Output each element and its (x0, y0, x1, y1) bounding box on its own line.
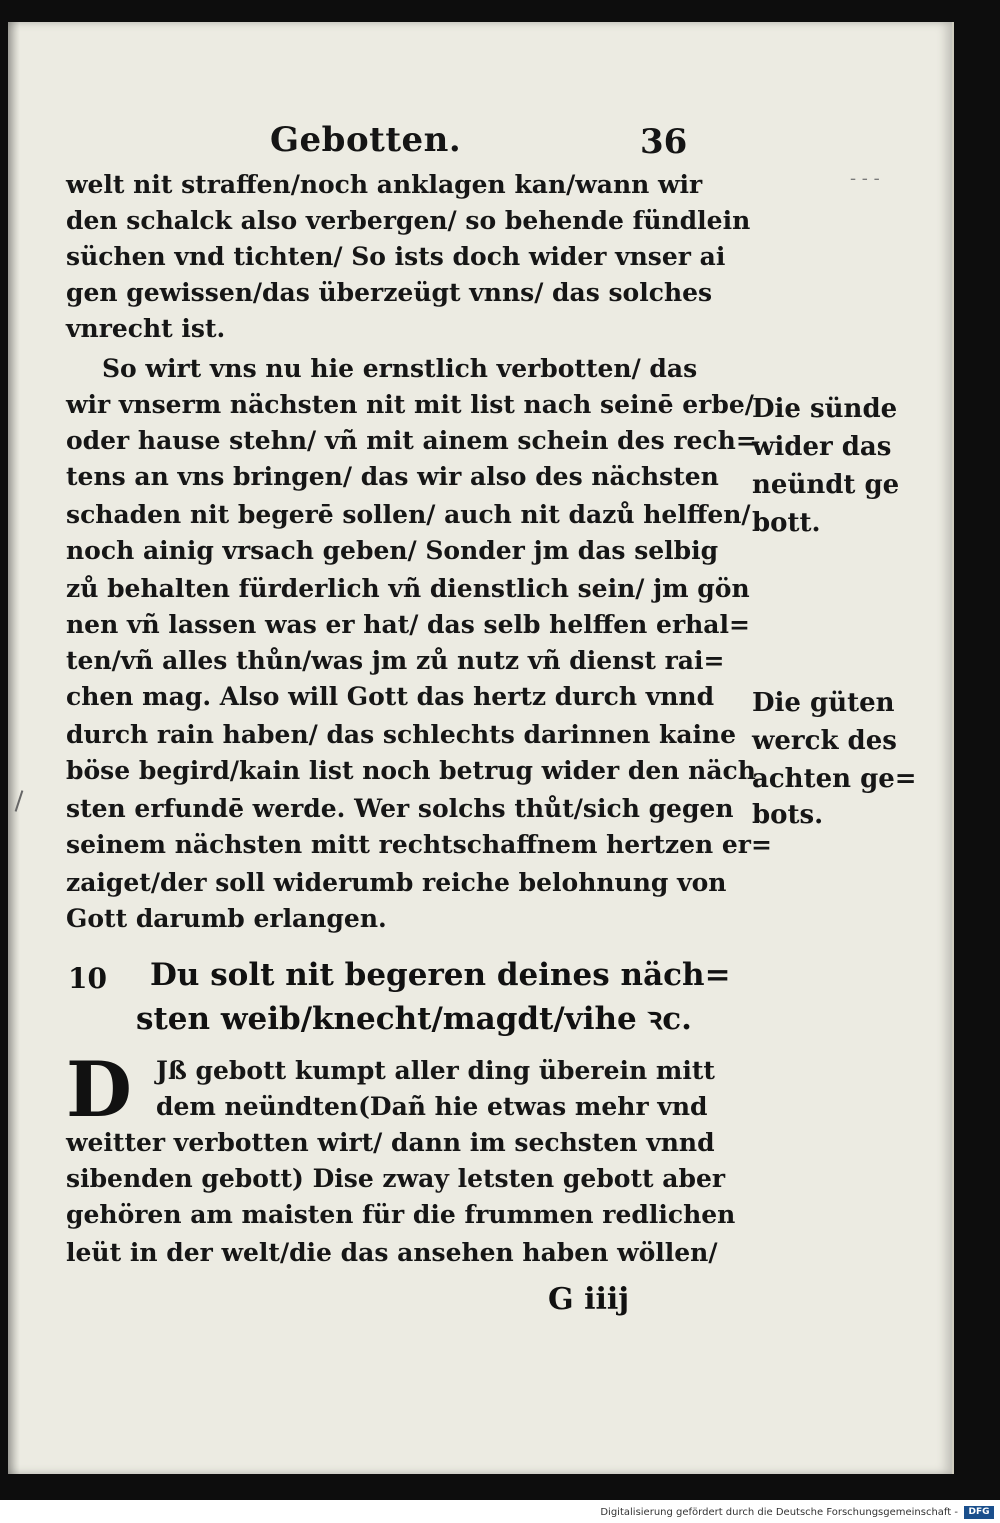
margin-note-line: neündt ge (752, 470, 900, 500)
body-line: chen mag. Also will Gott das hertz durch vnnd (66, 682, 715, 711)
body-line: den schalck also verbergen/ so behende fündlein (66, 206, 751, 235)
body-line: So wirt vns nu hie ernstlich verbotten/ das (102, 354, 698, 383)
body-line: zaiget/der soll widerumb reiche belohnung von (66, 868, 727, 897)
margin-note-line: Die sünde (752, 394, 898, 424)
commandment-heading: sten weib/knecht/magdt/vihe ꝛc. (136, 1001, 692, 1037)
margin-note-line: werck des (752, 726, 897, 756)
body-line: sibenden gebott) Dise zway letsten gebott aber (66, 1164, 726, 1193)
commandment-heading: Du solt nit begeren deines näch= (150, 957, 731, 993)
dfg-logo: DFG (964, 1506, 994, 1519)
body-line: wir vnserm nächsten nit mit list nach seinē erbe/ (66, 390, 754, 419)
drop-initial: D (66, 1045, 132, 1134)
body-line: gehören am maisten für die frummen redlichen (66, 1200, 736, 1229)
footer-credit: Digitalisierung gefördert durch die Deutsche Forschungsgemeinschaft - (600, 1507, 958, 1518)
body-line: schaden nit begerē sollen/ auch nit dazů helffen/ (66, 500, 751, 529)
body-line: gen gewissen/das überzeügt vnns/ das solches (66, 278, 713, 307)
body-line: vnrecht ist. (66, 314, 226, 343)
body-line: Gott darumb erlangen. (66, 904, 387, 933)
margin-note-line: Die güten (752, 688, 895, 718)
body-line: nen vñ lassen was er hat/ das selb helffen erhal= (66, 610, 750, 639)
margin-dots: - - - (850, 168, 880, 189)
body-line: dem neündten(Dañ hie etwas mehr vnd (156, 1092, 708, 1121)
body-line: tens an vns bringen/ das wir also des nächsten (66, 462, 719, 491)
page-number: 36 (640, 122, 688, 162)
body-line: böse begird/kain list noch betrug wider den näch (66, 756, 756, 785)
page-gutter-shadow (8, 22, 20, 1474)
margin-note-line: wider das (752, 432, 892, 462)
body-line: seinem nächsten mitt rechtschaffnem hertzen er= (66, 830, 772, 859)
body-line: sten erfundē werde. Wer solchs thůt/sich gegen (66, 794, 734, 823)
running-head: Gebotten. (270, 120, 462, 160)
margin-note-line: bots. (752, 800, 824, 830)
body-line: weitter verbotten wirt/ dann im sechsten vnnd (66, 1128, 715, 1157)
body-line: noch ainig vrsach geben/ Sonder jm das selbig (66, 536, 719, 565)
body-line: durch rain haben/ das schlechts darinnen kaine (66, 720, 737, 749)
body-line: ten/vñ alles thůn/was jm zů nutz vñ dienst rai= (66, 646, 725, 675)
body-line: zů behalten fürderlich vñ dienstlich sein/ jm gön (66, 574, 750, 603)
body-line: oder hause stehn/ vñ mit ainem schein des rech= (66, 426, 757, 455)
body-line: Jß gebott kumpt aller ding überein mitt (156, 1056, 715, 1085)
margin-note-line: bott. (752, 508, 821, 538)
signature-mark: G iiij (548, 1282, 630, 1317)
margin-note-line: achten ge= (752, 764, 917, 794)
body-line: leüt in der welt/die das ansehen haben wöllen/ (66, 1238, 718, 1267)
commandment-number: 10 (68, 962, 107, 995)
body-line: welt nit straffen/noch anklagen kan/wann wir (66, 170, 703, 199)
body-line: süchen vnd tichten/ So ists doch wider vnser ai (66, 242, 726, 271)
